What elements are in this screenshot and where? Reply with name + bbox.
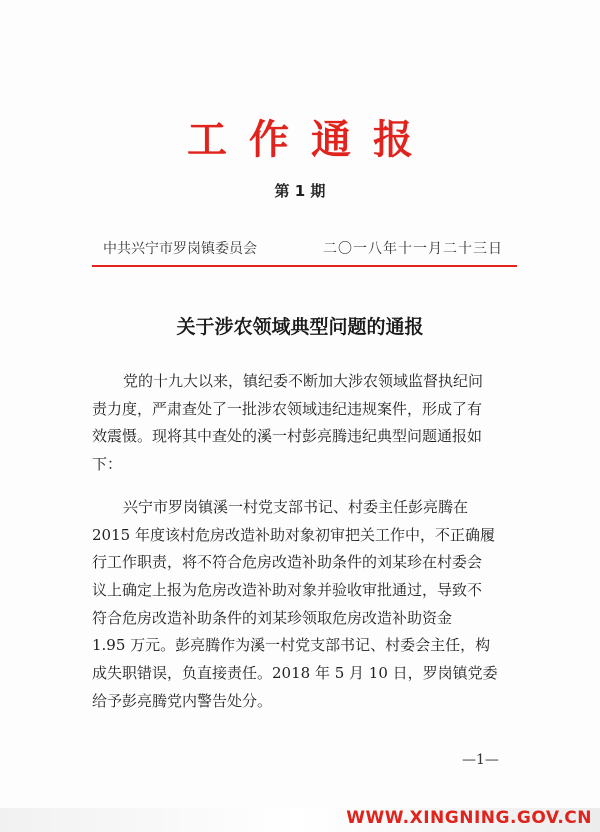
paragraph-line: 责力度，严肃查处了一批涉农领域违纪违规案件，形成了有 — [92, 399, 483, 418]
issue-date: 二〇一八年十一月二十三日 — [323, 241, 503, 257]
issue-number: 第 1 期 — [274, 182, 326, 200]
paragraph-line: 下： — [92, 455, 123, 474]
page-number: —1— — [462, 752, 499, 768]
paragraph-intro — [92, 368, 528, 479]
red-divider-line — [92, 265, 517, 267]
paragraph-line: 效震慑。现将其中查处的溪一村彭亮腾违纪典型问题通报如 — [92, 427, 483, 446]
paragraph-line: 成失职错误，负直接责任。2018 年 5 月 10 日，罗岗镇党委 — [92, 664, 498, 683]
paragraph-line: 行工作职责，将不符合危房改造补助条件的刘某珍在村委会 — [92, 553, 483, 572]
paragraph-line: 1.95 万元。彭亮腾作为溪一村党支部书记、村委会主任，构 — [92, 636, 491, 655]
site-watermark: WWW.XINGNING.GOV.CN — [346, 808, 592, 828]
issuer-name: 中共兴宁市罗岗镇委员会 — [103, 241, 257, 257]
bulletin-title: 工作通报 — [187, 117, 435, 163]
paragraph-line: 符合危房改造补助条件的刘某珍领取危房改造补助资金 — [92, 608, 453, 627]
paragraph-line: 党的十九大以来，镇纪委不断加大涉农领域监督执纪问 — [123, 372, 484, 390]
issuer-date-row — [103, 238, 503, 258]
paragraph-case — [92, 494, 528, 716]
paragraph-line: 给予彭亮腾党内警告处分。 — [92, 691, 273, 710]
paragraph-line: 2015 年度该村危房改造补助对象初审把关工作中，不正确履 — [92, 525, 495, 544]
document-title: 关于涉农领域典型问题的通报 — [176, 316, 424, 338]
paragraph-line: 议上确定上报为危房改造补助对象并验收审批通过，导致不 — [92, 581, 483, 600]
paragraph-line: 兴宁市罗岗镇溪一村党支部书记、村委主任彭亮腾在 — [123, 498, 469, 516]
